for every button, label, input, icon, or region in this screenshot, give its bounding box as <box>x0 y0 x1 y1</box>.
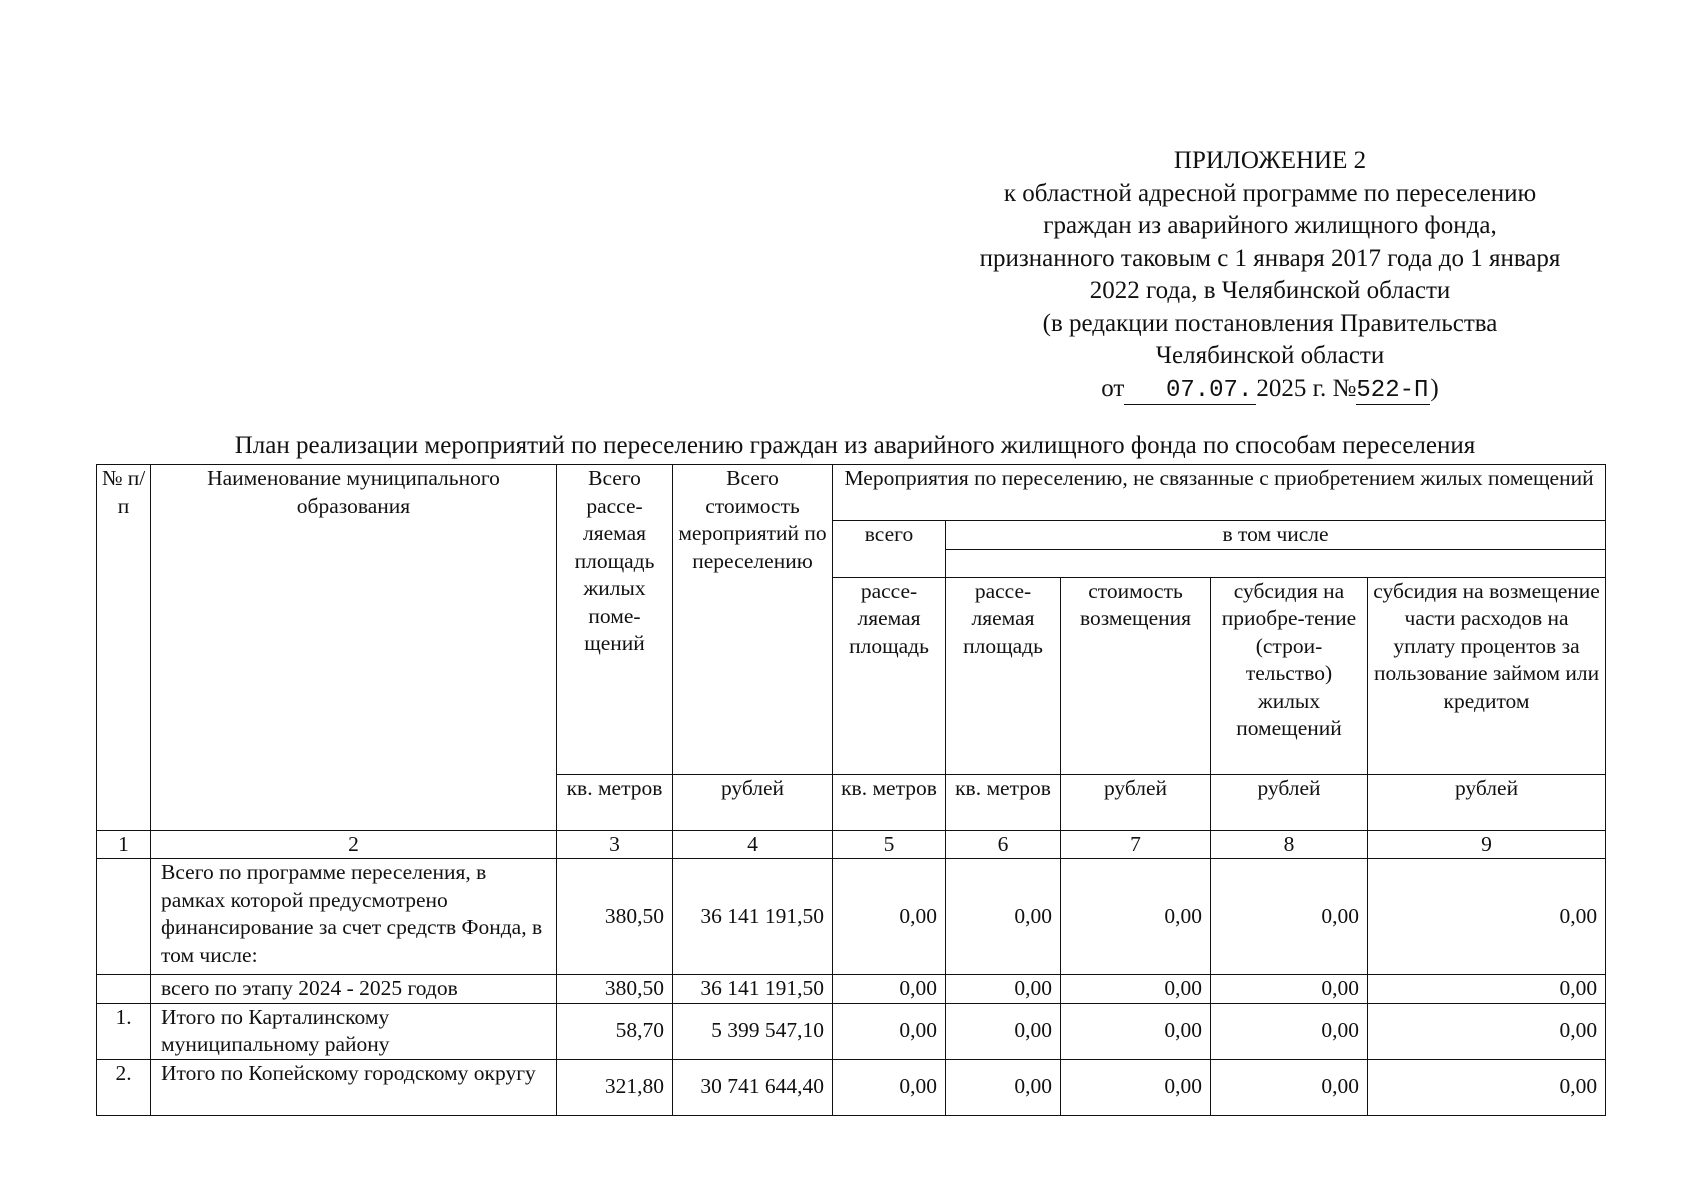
table-row <box>97 1059 1606 1115</box>
row-value: 0,00 <box>1211 1003 1368 1059</box>
row-value: 0,00 <box>833 1003 946 1059</box>
table-row <box>97 975 1606 1004</box>
unit-cell: рублей <box>1061 774 1211 830</box>
row-cost: 5 399 547,10 <box>673 1003 833 1059</box>
annex-line: Челябинской области <box>1155 342 1385 369</box>
header-col-cost: Всего стоимость мероприятий по переселению <box>673 465 833 775</box>
date-suffix: 2025 г. № <box>1256 374 1357 402</box>
row-value: 0,00 <box>1211 975 1368 1004</box>
row-name: Всего по программе переселения, в рамках которой предусмотрено финансирование за счет средств Фонда, в том числе: <box>151 859 557 975</box>
header-total: всего <box>833 521 946 578</box>
header-group-title: Мероприятия по переселению, не связанные с приобретением жилых помещений <box>833 465 1606 521</box>
column-number: 1 <box>97 830 151 859</box>
row-area: 380,50 <box>557 859 673 975</box>
row-value: 0,00 <box>833 975 946 1004</box>
column-number-row <box>97 830 1606 859</box>
row-name: Итого по Карталинскому муниципальному району <box>151 1003 557 1059</box>
header-including: в том числе <box>946 521 1606 550</box>
row-value: 0,00 <box>1061 1003 1211 1059</box>
column-number: 8 <box>1211 830 1368 859</box>
row-value: 0,00 <box>1211 1059 1368 1115</box>
column-number: 5 <box>833 830 946 859</box>
row-area: 321,80 <box>557 1059 673 1115</box>
row-value: 0,00 <box>946 1003 1061 1059</box>
header-sub-subsidy-interest: субсидия на возмещение части расходов на уплату процентов за пользование займом или кредитом <box>1368 577 1606 774</box>
resettlement-plan-table <box>96 464 1606 1116</box>
row-cost: 30 741 644,40 <box>673 1059 833 1115</box>
column-number: 2 <box>151 830 557 859</box>
annex-title: ПРИЛОЖЕНИЕ 2 <box>1173 147 1367 174</box>
annex-line: граждан из аварийного жилищного фонда, <box>1043 212 1497 239</box>
header-col-name: Наименование муниципального образования <box>151 465 557 831</box>
resolution-date-line <box>900 373 1640 406</box>
row-value: 0,00 <box>1368 975 1606 1004</box>
row-number <box>97 975 151 1004</box>
row-area: 380,50 <box>557 975 673 1004</box>
row-value: 0,00 <box>1368 1059 1606 1115</box>
row-value: 0,00 <box>1368 1003 1606 1059</box>
row-value: 0,00 <box>833 1059 946 1115</box>
row-value: 0,00 <box>1061 859 1211 975</box>
row-cost: 36 141 191,50 <box>673 975 833 1004</box>
row-value: 0,00 <box>946 1059 1061 1115</box>
table-row <box>97 859 1606 975</box>
row-number: 1. <box>97 1003 151 1059</box>
unit-cell: кв. метров <box>946 774 1061 830</box>
annex-line: (в редакции постановления Правительства <box>1042 309 1498 337</box>
unit-cell: кв. метров <box>557 774 673 830</box>
row-value: 0,00 <box>946 975 1061 1004</box>
plan-title: План реализации мероприятий по переселению граждан из аварийного жилищного фонда по способам переселения <box>234 432 1476 459</box>
column-number: 7 <box>1061 830 1211 859</box>
annex-header <box>900 145 1640 405</box>
row-number: 2. <box>97 1059 151 1115</box>
annex-line: 2022 года, в Челябинской области <box>1089 277 1451 304</box>
header-empty-row <box>946 549 1606 577</box>
header-col-area: Всего рассе-ляемая площадь жилых поме-щений <box>557 465 673 775</box>
unit-cell: кв. метров <box>833 774 946 830</box>
column-number: 3 <box>557 830 673 859</box>
column-number: 6 <box>946 830 1061 859</box>
row-value: 0,00 <box>1061 1059 1211 1115</box>
table-row <box>97 1003 1606 1059</box>
closing-paren: ) <box>1430 374 1439 402</box>
date-prefix: от <box>1101 374 1125 402</box>
unit-cell: рублей <box>1211 774 1368 830</box>
header-sub-subsidy-purchase: субсидия на приобре-тение (строи-тельство) жилых помещений <box>1211 577 1368 774</box>
header-sub-area: рассе-ляемая площадь <box>946 577 1061 774</box>
resolution-number: 522-П <box>1356 376 1429 404</box>
column-number: 9 <box>1368 830 1606 859</box>
unit-cell: рублей <box>673 774 833 830</box>
column-number: 4 <box>673 830 833 859</box>
row-value: 0,00 <box>1211 859 1368 975</box>
row-cost: 36 141 191,50 <box>673 859 833 975</box>
header-col-no: № п/п <box>97 465 151 831</box>
header-sub-compensation: стоимость возмещения <box>1061 577 1211 774</box>
row-value: 0,00 <box>833 859 946 975</box>
row-value: 0,00 <box>1368 859 1606 975</box>
row-value: 0,00 <box>946 859 1061 975</box>
resolution-date: 07.07. <box>1124 378 1256 405</box>
annex-line: признанного таковым с 1 января 2017 года до 1 января <box>979 244 1561 272</box>
annex-line: к областной адресной программе по переселению <box>1003 179 1537 207</box>
row-name: Итого по Копейскому городскому округу <box>151 1059 557 1115</box>
row-name: всего по этапу 2024 - 2025 годов <box>151 975 557 1004</box>
row-number <box>97 859 151 975</box>
header-sub-area-total: рассе-ляемая площадь <box>833 577 946 774</box>
row-area: 58,70 <box>557 1003 673 1059</box>
row-value: 0,00 <box>1061 975 1211 1004</box>
unit-cell: рублей <box>1368 774 1606 830</box>
